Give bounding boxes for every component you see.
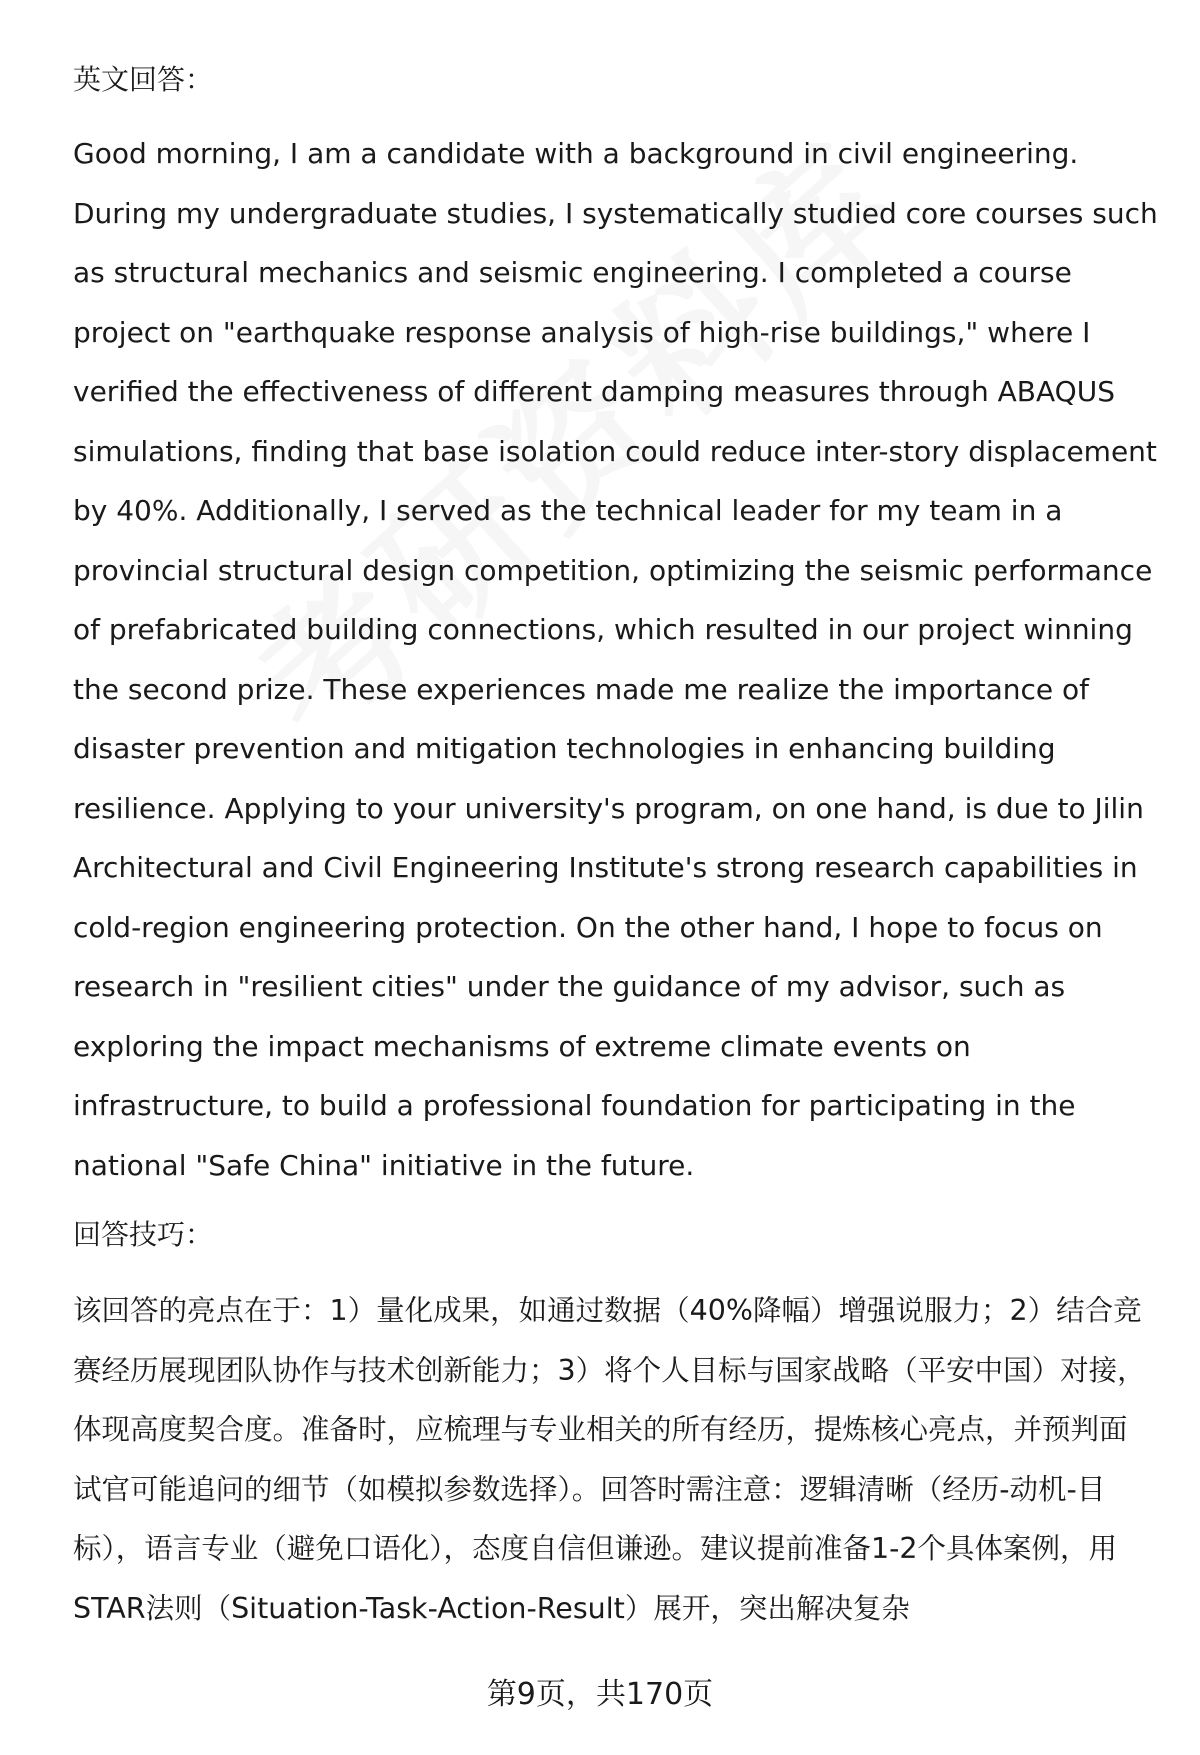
answer-tips-label: 回答技巧： [73, 1218, 214, 1251]
english-answer-text: Good morning, I am a candidate with a background in civil engineering. During my undergraduate studies, I systematically studied core courses such as structural mechanics and seismic engineering. I completed a course project on "earthquake response analysis of high-rise buildings," where I verified the effectiveness of different damping measures through ABAQUS simulations, finding that base isolation could reduce inter-story displacement by 40%. Additionally, I served as the technical leader for my team in a provincial structural design competition, optimizing the seismic performance of prefabricated building connections, which resulted in our project winning the second prize. These experiences made me realize the importance of disaster prevention and mitigation technologies in enhancing building resilience. Applying to your university's program, on one hand, is due to Jilin Architectural and Civil Engineering Institute's strong research capabilities in cold-region engineering protection. On the other hand, I hope to focus on research in "resilient cities" under the guidance of my advisor, such as exploring the impact mechanisms of extreme climate events on infrastructure, to build a professional foundation for participating in the national "Safe China" initiative in the future. [73, 137, 1158, 1182]
english-answer-label: 英文回答： [73, 63, 214, 96]
answer-tips-text: 该回答的亮点在于：1）量化成果，如通过数据（40%降幅）增强说服力；2）结合竞赛经历展现团队协作与技术创新能力；3）将个人目标与国家战略（平安中国）对接，体现高度契合度。准备时，应梳理与专业相关的所有经历，提炼核心亮点，并预判面试官可能追问的细节（如模拟参数选择）。回答时需注意：逻辑清晰（经历-动机-目标），语言专业（避免口语化），态度自信但谦逊。建议提前准备1-2个具体案例，用STAR法则（Situation-Task-Action-Result）展开，突出解决复杂 [73, 1294, 1146, 1625]
page-number: 第9页，共170页 [486, 1677, 714, 1712]
